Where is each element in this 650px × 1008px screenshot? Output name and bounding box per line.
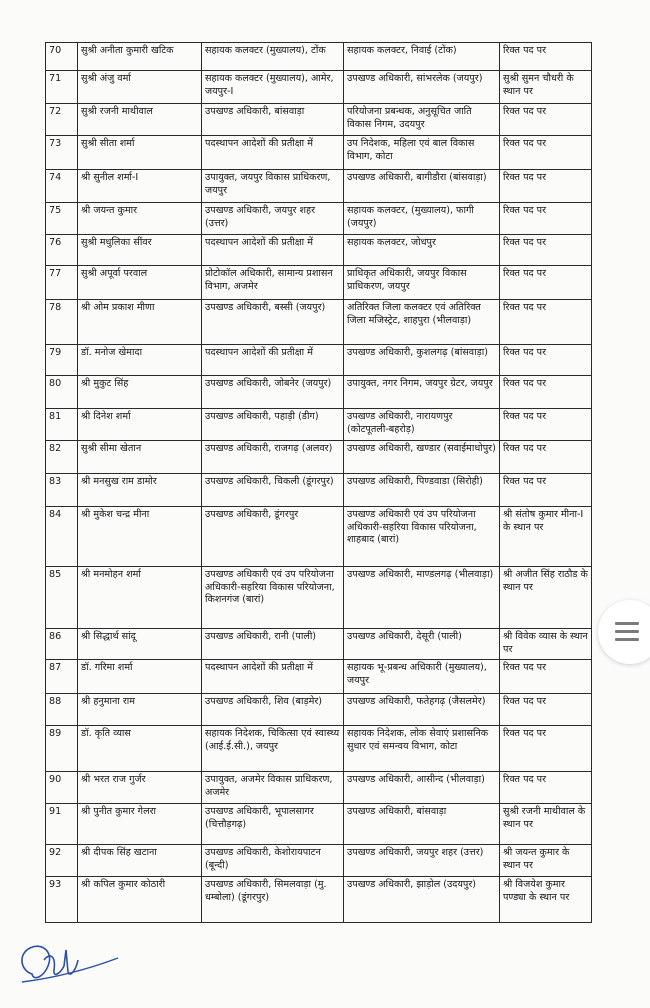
signature-icon (14, 930, 124, 992)
serial-number: 84 (46, 507, 78, 567)
table-row (46, 629, 592, 660)
current-posting: सहायक निदेशक, चिकित्सा एवं स्वास्थ्य (आई.ई.सी.), जयपुर (202, 726, 344, 772)
serial-number: 92 (46, 845, 78, 877)
new-posting: उपखण्ड अधिकारी, नारायणपुर (कोटपूतली-बहरोड़) (344, 409, 500, 441)
remark: सुश्री रजनी माथीवाल के स्थान पर (500, 804, 592, 845)
serial-number: 86 (46, 629, 78, 660)
new-posting: अतिरिक्त जिला कलक्टर एवं अतिरिक्त जिला मजिस्ट्रेट, शाहपुरा (भीलवाड़ा) (344, 300, 500, 345)
officer-name: सुश्री अपूर्वा परवाल (78, 266, 202, 300)
current-posting: उपायुक्त, अजमेर विकास प्राधिकरण, अजमेर (202, 772, 344, 804)
table-row (46, 877, 592, 923)
current-posting: उपखण्ड अधिकारी, रानी (पाली) (202, 629, 344, 660)
remark: रिक्त पद पर (500, 409, 592, 441)
officer-name: सुश्री रजनी माथीवाल (78, 104, 202, 136)
officer-name: डॉ. गरिमा शर्मा (78, 660, 202, 694)
current-posting: उपखण्ड अधिकारी, बस्सी (जयपुर) (202, 300, 344, 345)
remark: श्री जयन्त कुमार के स्थान पर (500, 845, 592, 877)
remark: श्री विवेक व्यास के स्थान पर (500, 629, 592, 660)
new-posting: उपायुक्त, नगर निगम, जयपुर ग्रेटर, जयपुर (344, 376, 500, 409)
remark: रिक्त पद पर (500, 136, 592, 170)
table-row (46, 300, 592, 345)
current-posting: सहायक कलक्टर (मुख्यालय), आमेर, जयपुर-I (202, 71, 344, 104)
current-posting: उपायुक्त, जयपुर विकास प्राधिकरण, जयपुर (202, 170, 344, 203)
current-posting: उपखण्ड अधिकारी, केशोरायपाटन (बून्दी) (202, 845, 344, 877)
new-posting: उपखण्ड अधिकारी, बागीडौरा (बांसवाड़ा) (344, 170, 500, 203)
serial-number: 77 (46, 266, 78, 300)
officer-name: श्री मुकुट सिंह (78, 376, 202, 409)
new-posting: सहायक कलक्टर, (मुख्यालय), फागी (जयपुर) (344, 203, 500, 235)
remark: रिक्त पद पर (500, 345, 592, 376)
current-posting: उपखण्ड अधिकारी, पहाड़ी (डीग) (202, 409, 344, 441)
new-posting: सहायक कलक्टर, जोधपुर (344, 235, 500, 266)
new-posting: उपखण्ड अधिकारी, आसीन्द (भीलवाड़ा) (344, 772, 500, 804)
officer-name: सुश्री सीता शर्मा (78, 136, 202, 170)
table-row (46, 235, 592, 266)
remark: रिक्त पद पर (500, 104, 592, 136)
remark: रिक्त पद पर (500, 235, 592, 266)
current-posting: उपखण्ड अधिकारी, भूपालसागर (चित्तौड़गढ़) (202, 804, 344, 845)
remark: श्री विजयेश कुमार पण्ड्या के स्थान पर (500, 877, 592, 923)
new-posting: उपखण्ड अधिकारी, सांभरलेक (जयपुर) (344, 71, 500, 104)
signature (14, 930, 124, 996)
officer-name: श्री सुनील शर्मा-I (78, 170, 202, 203)
new-posting: उपखण्ड अधिकारी, माण्डलगढ़ (भीलवाड़ा) (344, 567, 500, 629)
table-row (46, 441, 592, 474)
officer-name: सुश्री अनीता कुमारी खटिक (78, 43, 202, 71)
serial-number: 72 (46, 104, 78, 136)
table-row (46, 203, 592, 235)
table-row (46, 726, 592, 772)
current-posting: सहायक कलक्टर (मुख्यालय), टोंक (202, 43, 344, 71)
current-posting: प्रोटोकॉल अधिकारी, सामान्य प्रशासन विभाग, अजमेर (202, 266, 344, 300)
table-row (46, 43, 592, 71)
table-row (46, 104, 592, 136)
remark: सुश्री सुमन चौधरी के स्थान पर (500, 71, 592, 104)
officer-name: श्री पुनीत कुमार गेलरा (78, 804, 202, 845)
serial-number: 76 (46, 235, 78, 266)
officer-name: सुश्री मधुलिका सींवर (78, 235, 202, 266)
new-posting: प्राधिकृत अधिकारी, जयपुर विकास प्राधिकरण, जयपुर (344, 266, 500, 300)
remark: रिक्त पद पर (500, 726, 592, 772)
officer-name: श्री हनुमाना राम (78, 694, 202, 726)
current-posting: उपखण्ड अधिकारी, राजगढ़ (अलवर) (202, 441, 344, 474)
officer-name: डॉ. कृति व्यास (78, 726, 202, 772)
officer-name: श्री मनमोहन शर्मा (78, 567, 202, 629)
current-posting: उपखण्ड अधिकारी, शिव (बाड़मेर) (202, 694, 344, 726)
new-posting: उपखण्ड अधिकारी, देसूरी (पाली) (344, 629, 500, 660)
table-row (46, 845, 592, 877)
table-row (46, 567, 592, 629)
remark: रिक्त पद पर (500, 266, 592, 300)
officer-name: श्री भरत राज गुर्जर (78, 772, 202, 804)
officer-name: श्री दिनेश शर्मा (78, 409, 202, 441)
hamburger-menu-icon (615, 638, 639, 641)
serial-number: 70 (46, 43, 78, 71)
current-posting: उपखण्ड अधिकारी, चिकली (डूंगरपुर) (202, 474, 344, 507)
officer-name: सुश्री अंजु वर्मा (78, 71, 202, 104)
serial-number: 83 (46, 474, 78, 507)
current-posting: पदस्थापन आदेशों की प्रतीक्षा में (202, 345, 344, 376)
current-posting: उपखण्ड अधिकारी, जोबनेर (जयपुर) (202, 376, 344, 409)
current-posting: उपखण्ड अधिकारी, डूंगरपुर (202, 507, 344, 567)
serial-number: 90 (46, 772, 78, 804)
new-posting: सहायक कलक्टर, निवाई (टोंक) (344, 43, 500, 71)
new-posting: उपखण्ड अधिकारी, बांसवाड़ा (344, 804, 500, 845)
current-posting: पदस्थापन आदेशों की प्रतीक्षा में (202, 136, 344, 170)
serial-number: 87 (46, 660, 78, 694)
hamburger-menu-icon (615, 630, 639, 633)
serial-number: 82 (46, 441, 78, 474)
new-posting: उपखण्ड अधिकारी, कुशलगढ़ (बांसवाड़ा) (344, 345, 500, 376)
serial-number: 85 (46, 567, 78, 629)
officer-name: श्री जयन्त कुमार (78, 203, 202, 235)
officer-name: श्री कपिल कुमार कोठारी (78, 877, 202, 923)
serial-number: 89 (46, 726, 78, 772)
serial-number: 80 (46, 376, 78, 409)
current-posting: उपखण्ड अधिकारी एवं उप परियोजना अधिकारी-सहरिया विकास परियोजना, किशनगंज (बारां) (202, 567, 344, 629)
remark: रिक्त पद पर (500, 300, 592, 345)
serial-number: 91 (46, 804, 78, 845)
table-row (46, 507, 592, 567)
remark: रिक्त पद पर (500, 203, 592, 235)
officer-name: श्री दीपक सिंह खटाना (78, 845, 202, 877)
new-posting: उपखण्ड अधिकारी, पिण्डवाडा (सिरोही) (344, 474, 500, 507)
table-row (46, 266, 592, 300)
new-posting: उपखण्ड अधिकारी, जयपुर शहर (उत्तर) (344, 845, 500, 877)
serial-number: 78 (46, 300, 78, 345)
table-row (46, 409, 592, 441)
serial-number: 71 (46, 71, 78, 104)
current-posting: उपखण्ड अधिकारी, सिमलवाड़ा (मु. धम्बोला) (डूंगरपुर) (202, 877, 344, 923)
serial-number: 79 (46, 345, 78, 376)
new-posting: उपखण्ड अधिकारी, खण्डार (सवाईमाधोपुर) (344, 441, 500, 474)
officer-name: श्री सिद्धार्थ सांदू (78, 629, 202, 660)
table-row (46, 772, 592, 804)
table-row (46, 136, 592, 170)
current-posting: उपखण्ड अधिकारी, बांसवाड़ा (202, 104, 344, 136)
remark: श्री अजीत सिंह राठौड के स्थान पर (500, 567, 592, 629)
table-row (46, 345, 592, 376)
officer-name: डॉ. मनोज खेमादा (78, 345, 202, 376)
new-posting: सहायक निदेशक, लोक सेवाएं प्रशासनिक सुधार एवं समन्वय विभाग, कोटा (344, 726, 500, 772)
officer-name: श्री ओम प्रकाश मीणा (78, 300, 202, 345)
officer-name: सुश्री सीमा खेतान (78, 441, 202, 474)
current-posting: पदस्थापन आदेशों की प्रतीक्षा में (202, 660, 344, 694)
new-posting: सहायक भू-प्रबन्ध अधिकारी (मुख्यालय), जयपुर (344, 660, 500, 694)
menu-button[interactable] (598, 600, 650, 664)
current-posting: उपखण्ड अधिकारी, जयपुर शहर (उत्तर) (202, 203, 344, 235)
remark: रिक्त पद पर (500, 170, 592, 203)
remark: रिक्त पद पर (500, 474, 592, 507)
new-posting: उपखण्ड अधिकारी, झाड़ोल (उदयपुर) (344, 877, 500, 923)
table-row (46, 474, 592, 507)
serial-number: 75 (46, 203, 78, 235)
table-row (46, 376, 592, 409)
serial-number: 81 (46, 409, 78, 441)
new-posting: उप निदेशक, महिला एवं बाल विकास विभाग, कोटा (344, 136, 500, 170)
remark: रिक्त पद पर (500, 694, 592, 726)
table-row (46, 660, 592, 694)
table-row (46, 804, 592, 845)
remark: रिक्त पद पर (500, 772, 592, 804)
hamburger-menu-icon (615, 622, 639, 625)
serial-number: 93 (46, 877, 78, 923)
new-posting: उपखण्ड अधिकारी, फतेहगढ़ (जैसलमेर) (344, 694, 500, 726)
table-row (46, 71, 592, 104)
remark: रिक्त पद पर (500, 43, 592, 71)
current-posting: पदस्थापन आदेशों की प्रतीक्षा में (202, 235, 344, 266)
table-row (46, 170, 592, 203)
serial-number: 88 (46, 694, 78, 726)
new-posting: उपखण्ड अधिकारी एवं उप परियोजना अधिकारी-सहरिया विकास परियोजना, शाहबाद (बारां) (344, 507, 500, 567)
remark: रिक्त पद पर (500, 660, 592, 694)
remark: रिक्त पद पर (500, 441, 592, 474)
transfer-order-table (45, 42, 592, 923)
new-posting: परियोजना प्रबन्धक, अनुसूचित जाति विकास निगम, उदयपुर (344, 104, 500, 136)
remark: श्री संतोष कुमार मीना-I के स्थान पर (500, 507, 592, 567)
serial-number: 74 (46, 170, 78, 203)
remark: रिक्त पद पर (500, 376, 592, 409)
officer-name: श्री मनसुख राम डामोर (78, 474, 202, 507)
officer-name: श्री मुकेश चन्द्र मीना (78, 507, 202, 567)
table-row (46, 694, 592, 726)
serial-number: 73 (46, 136, 78, 170)
